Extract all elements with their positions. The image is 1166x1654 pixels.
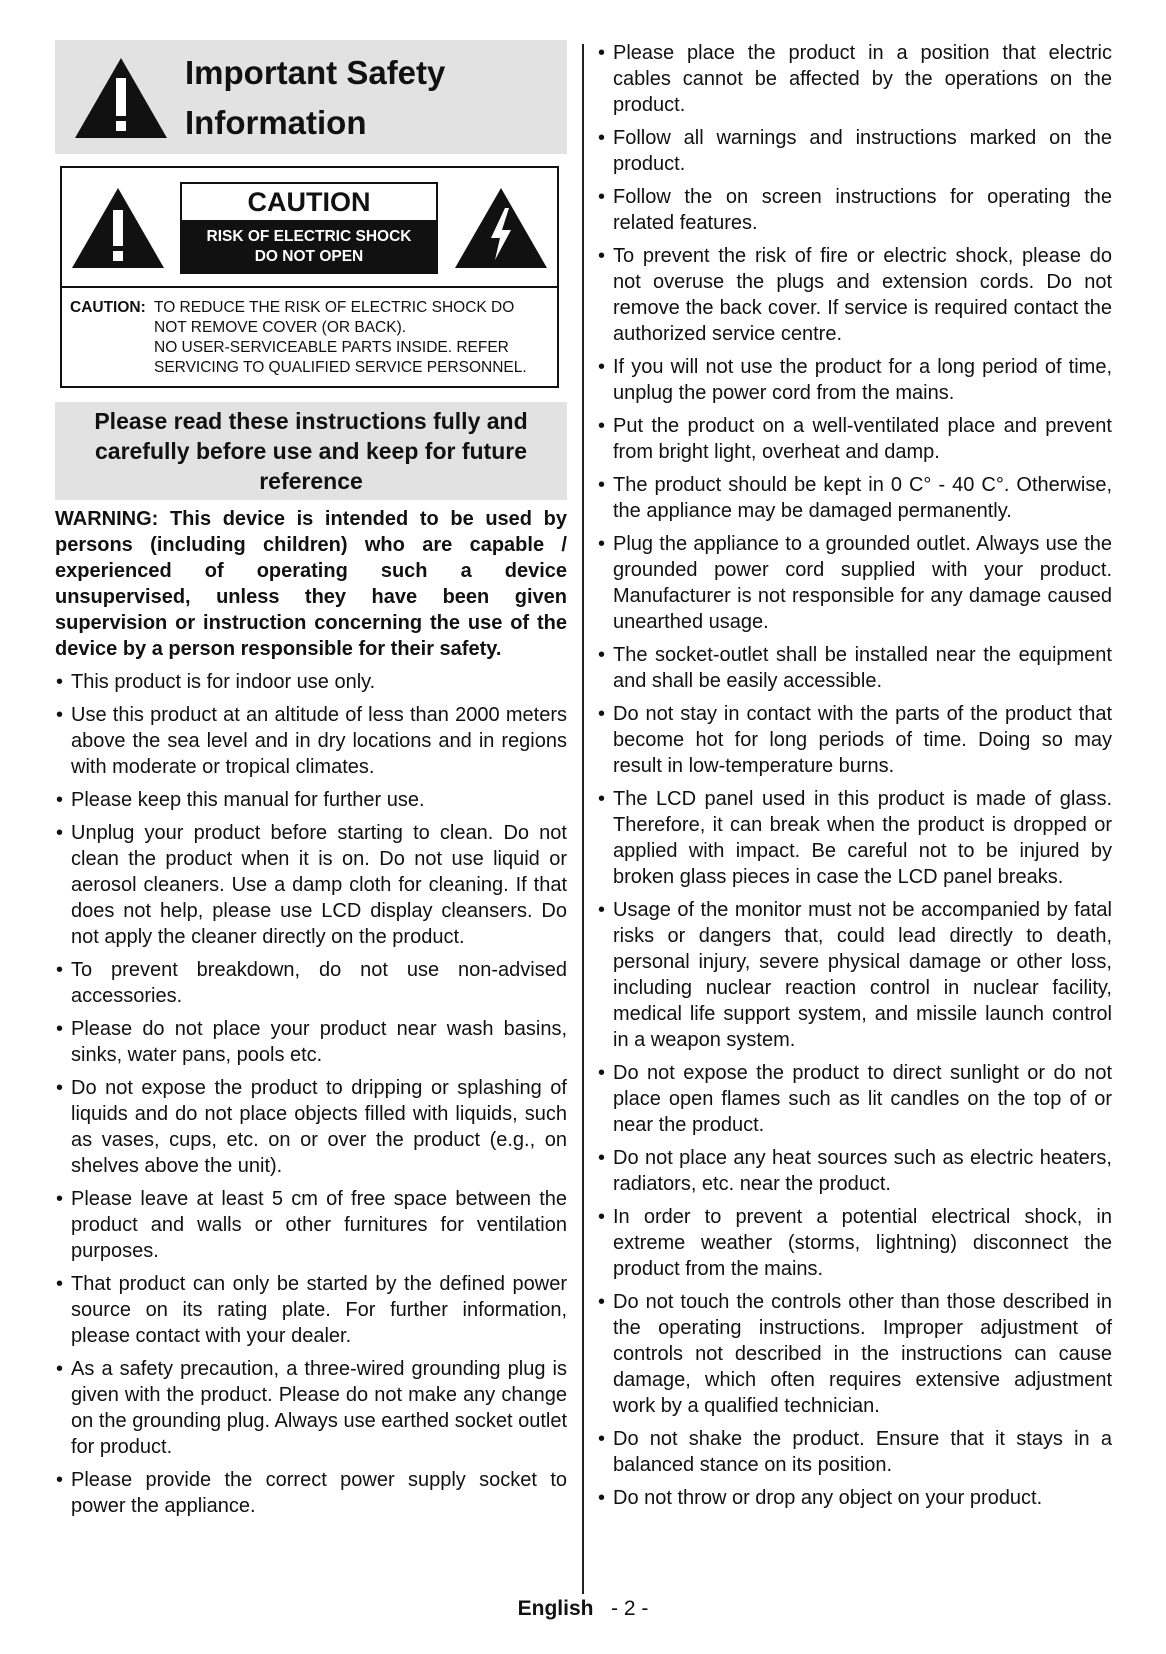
- list-item: • As a safety precaution, a three-wired grounding plug is given with the product. Please do not make any change on the grounding plug. Always use earthed socket outlet for product.: [55, 1356, 567, 1460]
- list-item: • Do not touch the controls other than those described in the operating instructions. Improper adjustment of controls not described in the instructions can cause damage, which often requires extensive adjustment work by a qualified technician.: [597, 1289, 1112, 1419]
- list-item: • Do not place any heat sources such as electric heaters, radiators, etc. near the product.: [597, 1145, 1112, 1197]
- caution-top: [62, 168, 557, 288]
- list-item: • Please place the product in a position that electric cables cannot be affected by the operations on the product.: [597, 40, 1112, 118]
- list-item: • Follow the on screen instructions for operating the related features.: [597, 184, 1112, 236]
- caution-line: NOT REMOVE COVER (OR BACK).: [154, 319, 407, 336]
- risk-line-1: RISK OF ELECTRIC SHOCK: [206, 228, 412, 245]
- list-item: • Do not shake the product. Ensure that it stays in a balanced stance on its position.: [597, 1426, 1112, 1478]
- risk-notice: [180, 220, 438, 274]
- warning-triangle-icon: [73, 56, 169, 140]
- list-item: • Unplug your product before starting to clean. Do not clean the product when it is on. Do not use liquid or aerosol cleaners. Use a damp cloth for cleaning. If that does not help, please use LCD display cleansers. Do not apply the cleaner directly on the product.: [55, 820, 567, 950]
- warning-paragraph: WARNING: This device is intended to be used by persons (including children) who are capable / experienced of operating such a device unsupervised, unless they have been given supervision or instruction concerning the use of the device by a person responsible for their safety.: [55, 508, 567, 660]
- list-item: • To prevent breakdown, do not use non-advised accessories.: [55, 957, 567, 1009]
- list-item: • The socket-outlet shall be installed near the equipment and shall be easily accessible.: [597, 642, 1112, 694]
- list-item: • Put the product on a well-ventilated place and prevent from bright light, overheat and damp.: [597, 413, 1112, 465]
- list-item: • To prevent the risk of fire or electric shock, please do not overuse the plugs and extension cords. Do not remove the back cover. If service is required contact the authorized service centre.: [597, 243, 1112, 347]
- caution-prefix: CAUTION:: [70, 299, 146, 316]
- caution-heading: CAUTION: [180, 182, 438, 220]
- caution-label-box: [60, 166, 559, 388]
- column-divider: [582, 44, 584, 1594]
- list-item: • That product can only be started by the defined power source on its rating plate. For further information, please contact with your dealer.: [55, 1271, 567, 1349]
- list-item: • Please keep this manual for further use.: [55, 787, 567, 813]
- list-item: • Usage of the monitor must not be accompanied by fatal risks or dangers that, could lead directly to death, personal injury, severe physical damage or other loss, including nuclear reaction control in nuclear facility, medical life support system, and missile launch control in a weapon system.: [597, 897, 1112, 1053]
- list-item: • Please do not place your product near wash basins, sinks, water pans, pools etc.: [55, 1016, 567, 1068]
- list-item: • Follow all warnings and instructions marked on the product.: [597, 125, 1112, 177]
- list-item: • This product is for indoor use only.: [55, 669, 567, 695]
- left-column: [55, 40, 567, 1519]
- risk-line-2: DO NOT OPEN: [254, 248, 364, 265]
- list-item: • Do not expose the product to dripping or splashing of liquids and do not place objects filled with liquids, such as vases, cups, etc. on or over the product (e.g., on shelves above the unit).: [55, 1075, 567, 1179]
- list-item: • Do not stay in contact with the parts of the product that become hot for long periods of time. Doing so may result in low-temperature burns.: [597, 701, 1112, 779]
- list-item: • Do not expose the product to direct sunlight or do not place open flames such as lit candles on the top of or near the product.: [597, 1060, 1112, 1138]
- caution-sign: [180, 182, 438, 274]
- list-item: • The LCD panel used in this product is made of glass. Therefore, it can break when the product is dropped or applied with impact. Be careful not to be injured by broken glass pieces in case the LCD panel breaks.: [597, 786, 1112, 890]
- list-item: • Do not throw or drop any object on your product.: [597, 1485, 1112, 1511]
- list-item: • If you will not use the product for a long period of time, unplug the power cord from the mains.: [597, 354, 1112, 406]
- footer-language: English: [517, 1597, 594, 1620]
- page-footer: [0, 1597, 1166, 1621]
- list-item: • Please leave at least 5 cm of free space between the product and walls or other furnitures for ventilation purposes.: [55, 1186, 567, 1264]
- caution-text: [62, 288, 557, 378]
- lightning-bolt-triangle-icon: [453, 186, 549, 270]
- caution-line: TO REDUCE THE RISK OF ELECTRIC SHOCK DO: [154, 299, 515, 316]
- exclamation-triangle-icon: [70, 186, 166, 270]
- page-number: - 2 -: [611, 1597, 649, 1620]
- list-item: • The product should be kept in 0 C° - 40 C°. Otherwise, the appliance may be damaged permanently.: [597, 472, 1112, 524]
- list-item: • Please provide the correct power supply socket to power the appliance.: [55, 1467, 567, 1519]
- list-item: • Plug the appliance to a grounded outlet. Always use the grounded power cord supplied with your product. Manufacturer is not responsible for any damage caused unearthed usage.: [597, 531, 1112, 635]
- left-safety-list: [55, 669, 567, 1519]
- list-item: • In order to prevent a potential electrical shock, in extreme weather (storms, lightning) disconnect the product from the mains.: [597, 1204, 1112, 1282]
- page-title: [185, 48, 445, 148]
- list-item: • Use this product at an altitude of less than 2000 meters above the sea level and in dry locations and in regions with moderate or tropical climates.: [55, 702, 567, 780]
- title-line-2: Information: [185, 104, 367, 141]
- right-safety-list: [597, 40, 1112, 1511]
- caution-line: SERVICING TO QUALIFIED SERVICE PERSONNEL.: [154, 359, 527, 376]
- read-instructions-notice: Please read these instructions fully and carefully before use and keep for future reference: [55, 402, 567, 500]
- right-column: [597, 40, 1112, 1511]
- safety-title-banner: [55, 40, 567, 154]
- caution-line: NO USER-SERVICEABLE PARTS INSIDE. REFER: [154, 339, 509, 356]
- title-line-1: Important Safety: [185, 54, 446, 91]
